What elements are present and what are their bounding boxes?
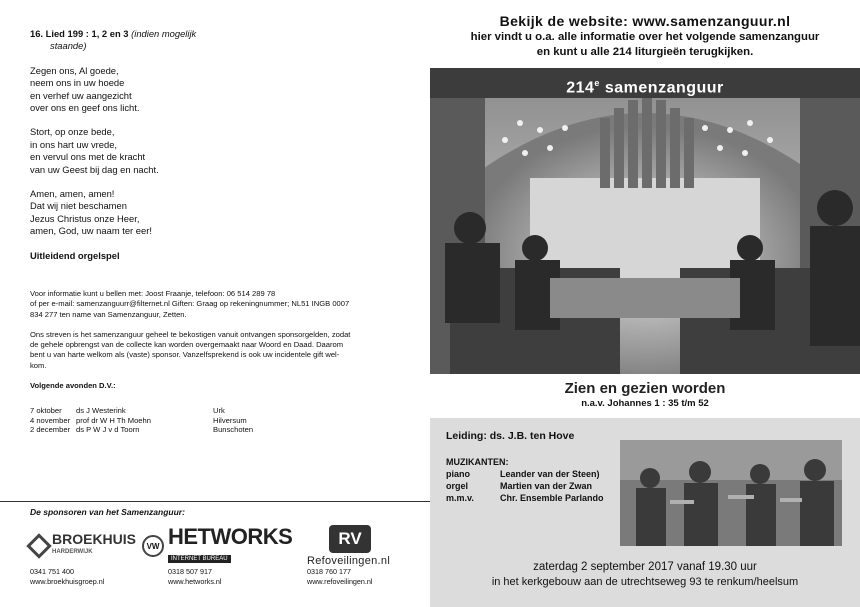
- theme-title: Zien en gezien worden: [564, 380, 726, 397]
- ensemble-photo: [620, 440, 842, 546]
- hymn-title-note: staande): [50, 40, 87, 52]
- divider: [0, 501, 430, 502]
- list-item: orgel Martien van der Zwan: [446, 481, 593, 491]
- sponsor-broekhuis: [30, 525, 164, 587]
- sponsor-website[interactable]: www.broekhuisgroep.nl: [30, 577, 105, 586]
- sponsor-hetworks: [168, 525, 292, 587]
- church-interior-image: [430, 68, 860, 374]
- rv-badge-icon: RV: [329, 525, 371, 553]
- musicians-block: MUZIKANTEN: piano Leander van der Steen) orgel Martien van der Zwan m.m.v. Chr. Ensemble Parlando: [446, 457, 604, 503]
- banner-title: 214e samenzanguur: [430, 68, 860, 98]
- ensemble-image: [620, 440, 842, 546]
- event-date: zaterdag 2 september 2017 vanaf 19.30 uur: [533, 561, 757, 573]
- list-item: piano Leander van der Steen): [446, 469, 600, 479]
- hetworks-logo: HETWORKS INTERNET BUREAU: [168, 524, 293, 562]
- list-item: 2 december ds P W J v d Toorn Bunschoten: [30, 425, 254, 434]
- hymn-title: 16. Lied 199 : 1, 2 en 3 (indien mogelijk: [30, 28, 197, 39]
- sponsor-refoveilingen: [307, 525, 390, 587]
- sponsor-phone: 0341 751 400: [30, 567, 74, 576]
- event-location: in het kerkgebouw aan de utrechtseweg 93 te renkum/heelsum: [491, 576, 799, 588]
- website-heading[interactable]: Bekijk de website: www.samenzanguur.nl: [499, 13, 791, 29]
- hymn-stanza-2: Stort, op onze bede, in ons hart uw vrede, en vervul ons met de kracht van uw Geest bij dag en nacht.: [30, 126, 159, 175]
- church-photo: [430, 68, 860, 374]
- broekhuis-logo: BROEKHUIS HARDERWIJK VW: [30, 525, 164, 567]
- theme-reference: n.a.v. Johannes 1 : 35 t/m 52: [581, 398, 709, 409]
- mission-paragraph: Ons streven is het samenzanguur geheel te bekostigen vanuit ontvangen sponsorgelden, zodat de gehele opbrengst van de collecte kan worden overgemaakt naar Woord en Daad. Daarom bent u van harte welkom als (vaste) sponsor. Vanzelfsprekend is ook uw incidentele gift wel- kom.: [30, 329, 351, 370]
- sponsor-website[interactable]: www.hetworks.nl: [168, 577, 222, 586]
- hymn-stanza-1: Zegen ons, Al goede, neem ons in uw hoede en verhef uw aangezicht over ons en geef ons licht.: [30, 64, 140, 114]
- contact-paragraph: Voor informatie kunt u bellen met: Joost Fraanje, telefoon: 06 514 289 78 of per e-mail: samenzanguurr@filternet.nl Giften: Graag op rekeningnummer; NL51 INGB 0007 834 277 ten name van Samenzanguur, Zetten.: [30, 289, 350, 319]
- diamond-icon: [26, 533, 51, 558]
- evenings-title: Volgende avonden D.V.:: [30, 381, 116, 391]
- sponsor-phone: 0318 760 177: [307, 567, 351, 576]
- sponsors-title: De sponsoren van het Samenzanguur:: [30, 507, 185, 517]
- list-item: m.m.v. Chr. Ensemble Parlando: [446, 493, 604, 503]
- right-page: [430, 0, 860, 607]
- website-block: Bekijk de website: www.samenzanguur.nl hier vindt u o.a. alle informatie over het volgende samenzanguur en kunt u alle 214 liturgieën terugkijken.: [430, 14, 860, 61]
- details-panel: [430, 418, 860, 607]
- hymn-outro: Uitleidend orgelspel: [30, 249, 120, 261]
- hymn-stanza-3: Amen, amen, amen! Dat wij niet beschamen Jezus Christus onze Heer, amen, God, uw naam ter eer!: [30, 188, 152, 237]
- evenings-list: [30, 406, 410, 435]
- sponsor-phone: 0318 507 917: [168, 567, 212, 576]
- refoveilingen-logo: RV Refoveilingen.nl: [307, 525, 390, 567]
- list-item: 4 november prof dr W H Th Moehn Hilversum: [30, 415, 247, 425]
- sponsor-website[interactable]: www.refoveilingen.nl: [307, 577, 373, 586]
- hymn-section: [30, 28, 420, 262]
- vw-badge-icon: VW: [142, 535, 164, 557]
- event-date-block: [430, 560, 860, 590]
- info-section: [30, 289, 415, 401]
- list-item: 7 oktober ds J Westerink Urk: [30, 406, 225, 415]
- leader-line: Leiding: ds. J.B. ten Hove: [446, 430, 575, 442]
- theme-block: [430, 380, 860, 409]
